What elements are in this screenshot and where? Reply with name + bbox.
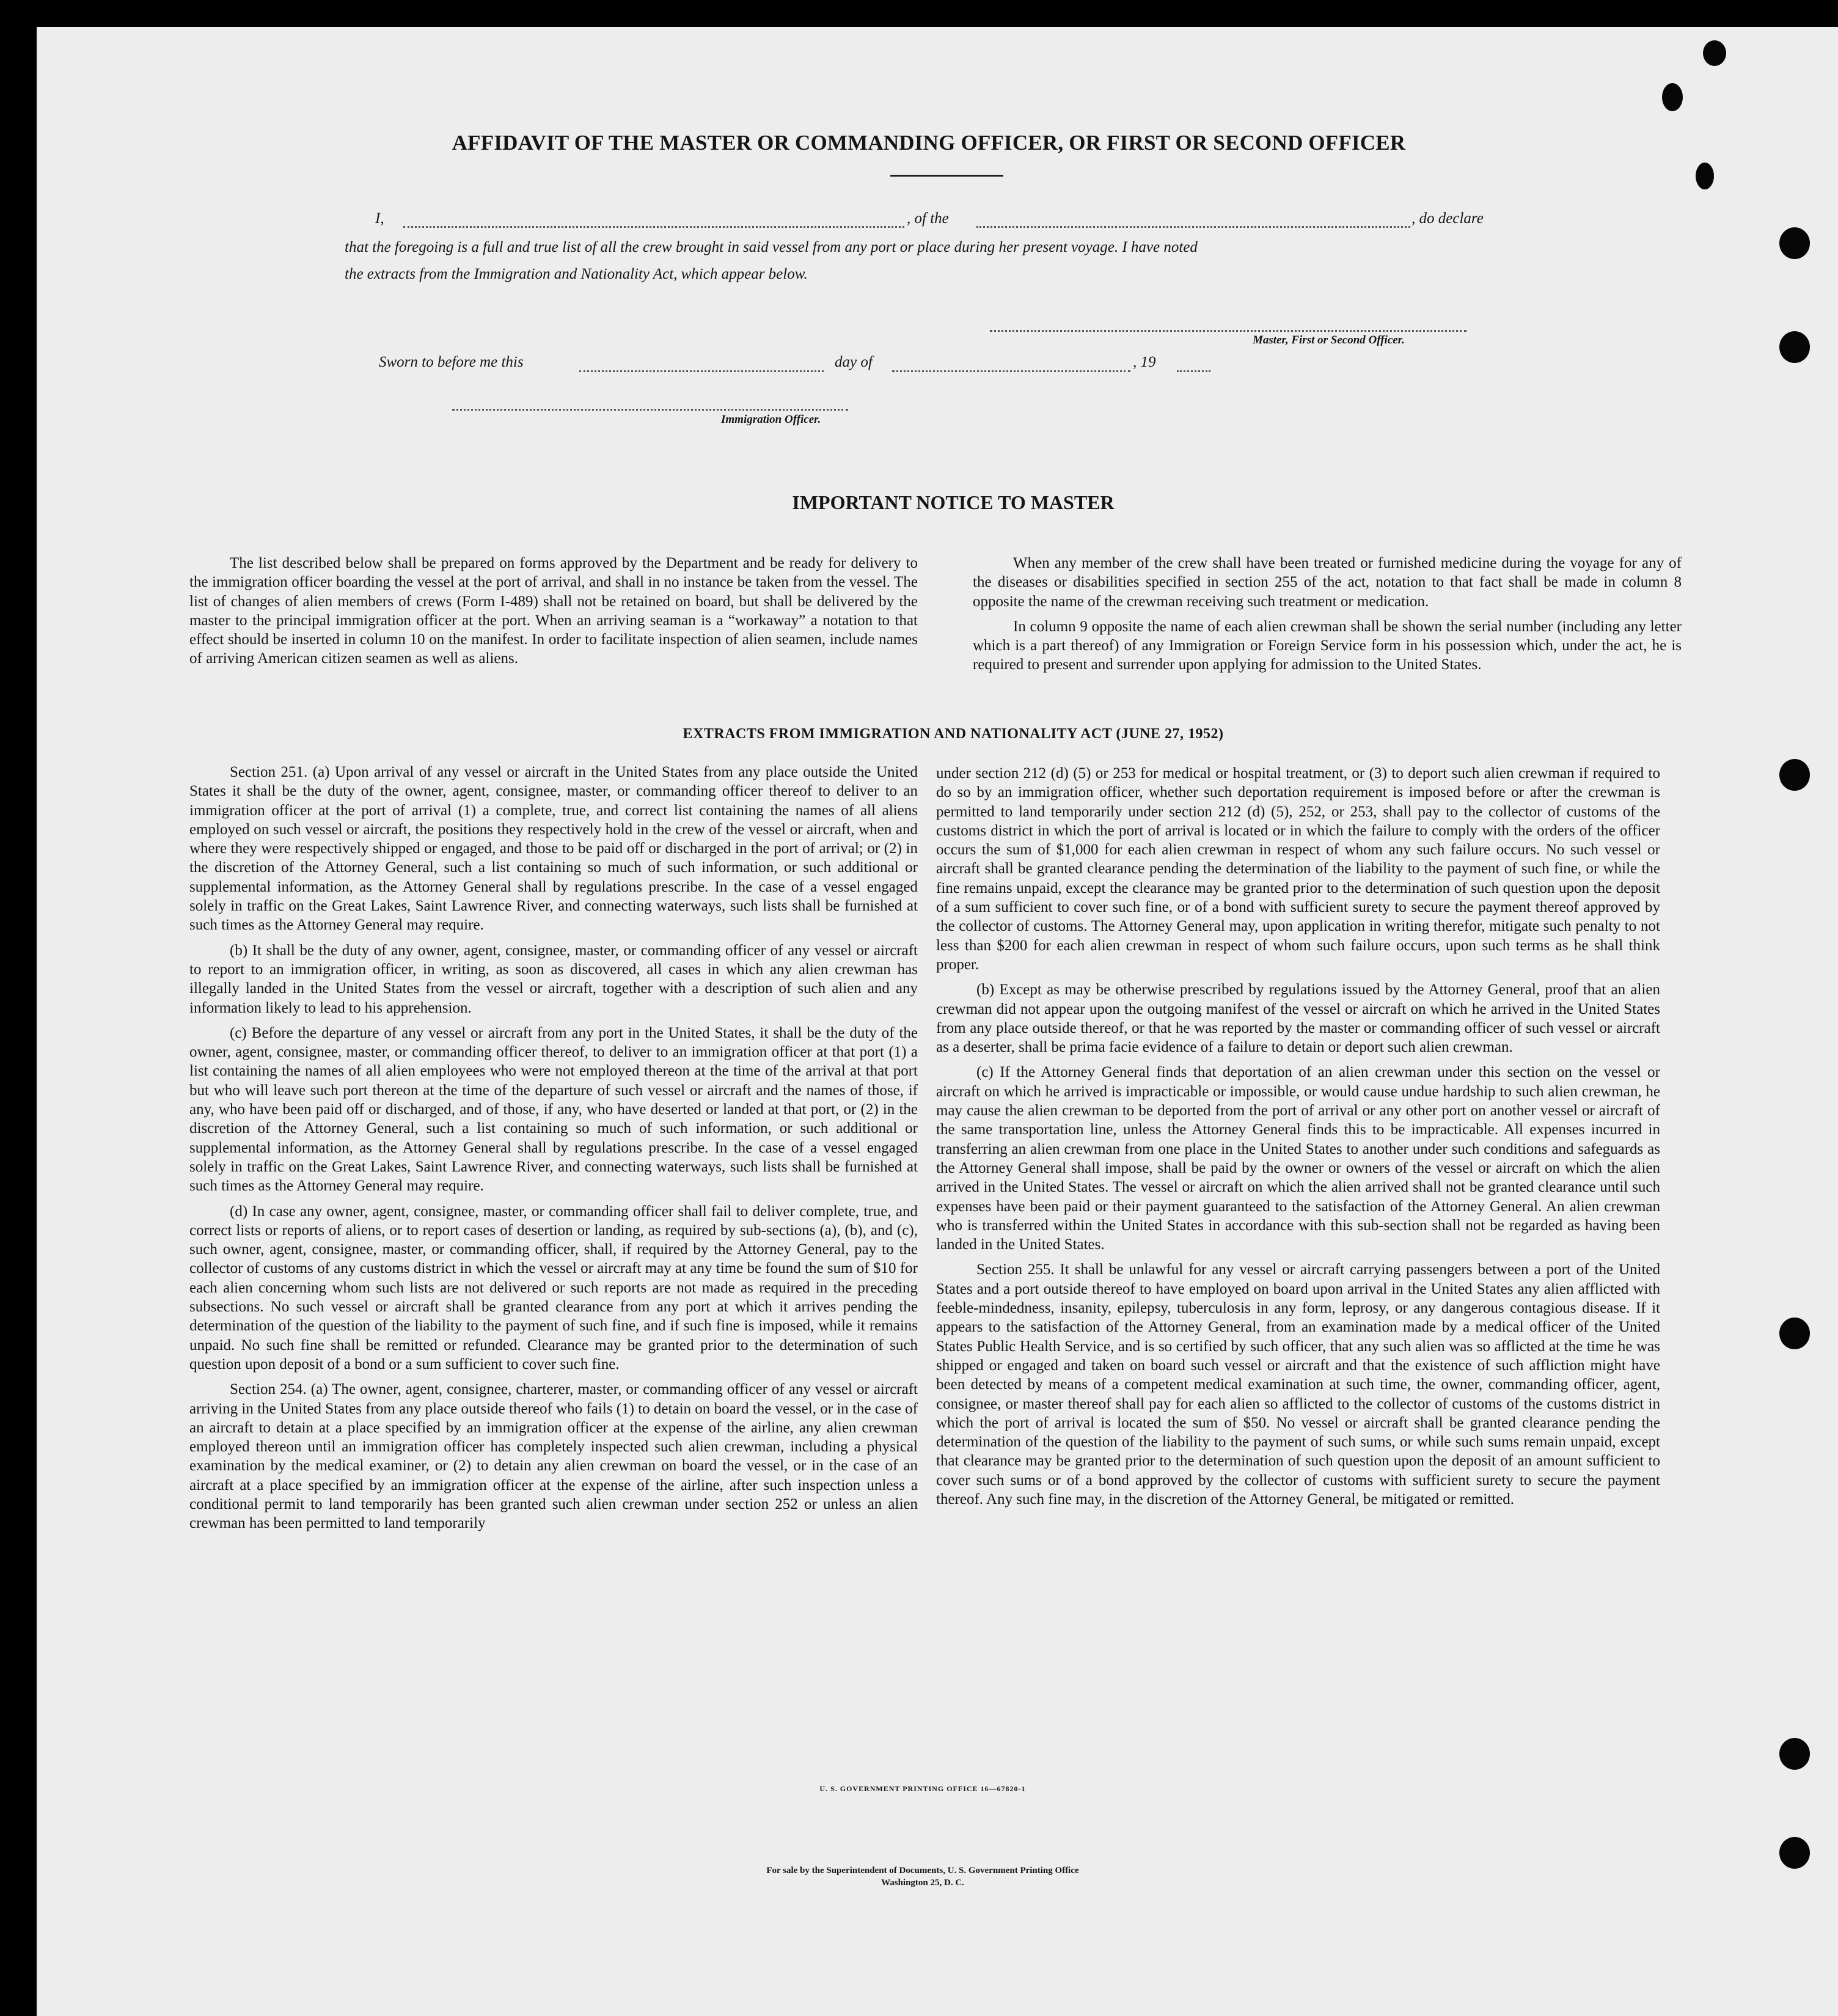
master-signature-line[interactable] — [990, 330, 1466, 332]
name-field[interactable] — [403, 226, 904, 228]
master-signature-label: Master, First or Second Officer. — [1253, 334, 1405, 346]
punch-hole — [1779, 227, 1810, 259]
i-label: I, — [375, 210, 384, 227]
punch-hole — [1779, 759, 1810, 791]
punch-hole — [1779, 1318, 1810, 1349]
notice-title: IMPORTANT NOTICE TO MASTER — [792, 491, 1115, 513]
punch-hole — [1703, 40, 1726, 66]
extract-paragraph: Section 254. (a) The owner, agent, consignee, charterer, master, or commanding officer of any vessel or aircraft arriving in the United States from any place outside thereof who fails (1) to detain on board the vessel, or in the case of an aircraft to detain at a place specified by an immigration officer at the expense of the airline, any alien crewman employed thereon until an immigration officer has completely inspected such alien crewman, including a physical examination by the medical examiner, or (2) to detain any alien crewman on board the vessel, or in the case of an aircraft at a place specified by an immigration officer at the expense of the airline, after such inspection unless a conditional permit to land temporarily has been granted such alien crewman under section 252 or unless an alien crewman has been permitted to land temporarily — [189, 1381, 918, 1532]
punch-hole — [1779, 331, 1810, 363]
sworn-month-field[interactable] — [892, 370, 1130, 372]
extract-paragraph: (b) Except as may be otherwise prescribed by regulations issued by the Attorney General, proof that an alien crewman did not appear upon the outgoing manifest of the vessel or aircraft on which he arrived in the United States from any place outside thereof, or that he was reported by the master or commanding officer of such vessel or aircraft as a deserter, shall be prima facie evidence of a failure to detain or deport such alien crewman. — [936, 981, 1660, 1056]
notice-right-paragraph: In column 9 opposite the name of each alien crewman shall be shown the serial number (including any letter which is a part thereof) of any Immigration or Foreign Service form in his possession which, under the act, he is required to present and surrender upon applying for admission to the United States. — [973, 618, 1682, 673]
extract-paragraph: Section 255. It shall be unlawful for any vessel or aircraft carrying passengers between a port of the United States and a port outside thereof to have employed on board upon arrival in the United States any alien afflicted with feeble-mindedness, insanity, epilepsy, tuberculosis in any form, leprosy, or any dangerous contagious disease. If it appears to the satisfaction of the Attorney General, from an examination made by a medical officer of the United States Public Health Service, and is so certified by such officer, that any such alien was so afflicted at the time he was shipped or engaged and taken on board such vessel or aircraft and that the existence of such affliction might have been detected by means of a competent medical examination at such time, the owner, commanding officer, agent, consignee, or master thereof shall pay for each alien so afflicted to the collector of customs of the customs district in which the port of arrival is located the sum of $50. No vessel or aircraft shall be granted clearance pending the determination of the question of the liability to the payment of such sums, or while such sums remain unpaid, except that clearance may be granted prior to the determination of such question upon the deposit of an amount sufficient to cover such sums or of a bond approved by the collector of customs with sufficient surety to secure the payment thereof. Any such fine may, in the discretion of the Attorney General, be mitigated or remitted. — [936, 1261, 1660, 1508]
of-the-label: , of the — [907, 210, 949, 227]
notice-right-paragraph: When any member of the crew shall have been treated or furnished medicine during the voyage for any of the diseases or disabilities specified in section 255 of the act, notation to that fact shall be made in column 8 opposite the name of the crewman receiving such treatment or medication. — [973, 555, 1682, 610]
notice-right-column — [973, 554, 1682, 681]
punch-hole — [1662, 83, 1683, 111]
extracts-left-column — [189, 763, 918, 1539]
officer-signature-label: Immigration Officer. — [721, 413, 821, 426]
extract-paragraph: (d) In case any owner, agent, consignee, master, or commanding officer shall fail to deliver complete, true, and correct lists or reports of aliens, or to report cases of desertion or landing, as required by sub-sections (a), (b), and (c), such owner, agent, consignee, master, or commanding officer, shall, if required by the Attorney General, pay to the collector of customs of any customs district in which the vessel or aircraft may at any time be found the sum of $10 for each alien concerning whom such lists are not delivered or such reports are not made as required in the preceding subsections. No such vessel or aircraft shall be granted clearance from any port at which it arrives pending the determination of the question of the liability to the payment of such fine, and if such fine is imposed, while it remains unpaid. No such fine shall be remitted or refunded. Clearance may be granted prior to the determination of such question upon deposit of a bond or a sum sufficient to cover such fine. — [189, 1203, 918, 1373]
punch-hole — [1696, 163, 1714, 189]
extract-paragraph: (b) It shall be the duty of any owner, agent, consignee, master, or commanding officer of any vessel or aircraft to report to an immigration officer, in writing, as soon as discovered, all cases in which any alien crewman has illegally landed in the United States from the vessel or aircraft, together with a description of such alien and any information likely to lead to his apprehension. — [189, 942, 918, 1016]
sworn-year-field[interactable] — [1177, 370, 1210, 372]
document-page — [37, 27, 1838, 2016]
extracts-title: EXTRACTS FROM IMMIGRATION AND NATIONALITY ACT (JUNE 27, 1952) — [683, 726, 1224, 742]
sworn-label: Sworn to before me this — [379, 354, 524, 370]
footer-line-2: Washington 25, D. C. — [881, 1878, 964, 1888]
punch-hole — [1779, 1738, 1810, 1770]
officer-signature-line[interactable] — [452, 409, 848, 411]
day-of-label: day of — [835, 354, 873, 370]
extract-paragraph: under section 212 (d) (5) or 253 for medical or hospital treatment, or (3) to deport such alien crewman if required to do so by an immigration officer, whether such deportation requirement is imposed before or after the crewman is permitted to land temporarily under section 212 (d) (5), 252, or 253, shall pay to the collector of customs of the customs district in which the port of arrival is located or in which the failure to comply with the orders of the officer occurs the sum of $1,000 for each alien crewman in respect of whom any such failure occurs. No such vessel or aircraft shall be granted clearance pending the determination of the liability to the payment of such fine, or while the fine remains unpaid, except the clearance may be granted prior to the determination of such question upon the deposit of a sum sufficient to cover such fine, or of a bond with sufficient surety to secure the payment thereof approved by the collector of customs. The Attorney General may, upon application in writing therefor, mitigate such penalty to not less than $200 for each alien crewman in respect of whom such failure occurs, upon such terms as he shall think proper. — [936, 765, 1660, 973]
declaration-line-2: the extracts from the Immigration and Nationality Act, which appear below. — [345, 266, 808, 282]
affidavit-title: AFFIDAVIT OF THE MASTER OR COMMANDING OFFICER, OR FIRST OR SECOND OFFICER — [452, 131, 1406, 155]
title-underline — [890, 175, 1003, 177]
year-label: , 19 — [1133, 354, 1156, 370]
vessel-field[interactable] — [976, 226, 1410, 228]
printer-code: U. S. GOVERNMENT PRINTING OFFICE 16—67820-1 — [819, 1784, 1026, 1793]
notice-left-paragraph: The list described below shall be prepared on forms approved by the Department and be ready for delivery to the immigration officer boarding the vessel at the port of arrival, and shall in no instance be taken from the vessel. The list of changes of alien members of crews (Form I-489) shall not be retained on board, but shall be delivered by the master to the principal immigration officer at the port. When an arriving seaman is a “workaway” a notation to that effect should be inserted in column 10 on the manifest. In order to facilitate inspection of alien seamen, include names of arriving American citizen seamen as well as aliens. — [189, 555, 918, 667]
punch-hole — [1779, 1837, 1810, 1869]
extracts-right-column — [936, 764, 1660, 1515]
sworn-day-field[interactable] — [579, 370, 824, 372]
extract-paragraph: (c) If the Attorney General finds that deportation of an alien crewman under this section on the vessel or aircraft on which he arrived is impracticable or impossible, or would cause undue hardship to such alien crewman, he may cause the alien crewman to be deported from the port of arrival or any other port on another vessel or aircraft of the same transportation line, unless the Attorney General finds this to be impracticable. All expenses incurred in transferring an alien crewman from one place in the United States to another under such conditions and safeguards as the Attorney General shall impose, shall be paid by the owner or owners of the vessel or aircraft on which the alien arrived in the United States. The vessel or aircraft on which the alien arrived shall not be granted clearance until such expenses have been paid or their payment guaranteed to the satisfaction of the Attorney General. An alien crewman who is transferred within the United States in accordance with this sub-section shall not be regarded as having been landed in the United States. — [936, 1064, 1660, 1253]
notice-left-column — [189, 554, 918, 675]
extract-paragraph: (c) Before the departure of any vessel or aircraft from any port in the United States, it shall be the duty of the owner, agent, consignee, master, or commanding officer thereof, to deliver to an immigration officer at that port (1) a list containing the names of all alien employees who were not employed thereon at the time of the arrival at that port but who will leave such port thereon at the time of the departure of such vessel or aircraft and the names of those, if any, who have been paid off or discharged, and of those, if any, who have deserted or landed at that port, or (2) in the discretion of the Attorney General, such a list containing so much of such information, or such additional or supplemental information, as the Attorney General shall by regulations prescribe. In the case of a vessel engaged solely in traffic on the Great Lakes, Saint Lawrence River, and connecting waterways, such lists shall be furnished at such times as the Attorney General may require. — [189, 1024, 918, 1195]
extract-paragraph: Section 251. (a) Upon arrival of any vessel or aircraft in the United States from any place outside the United States it shall be the duty of the owner, agent, consignee, master, or commanding officer thereof to deliver to an immigration officer at the port of arrival (1) a complete, true, and correct list containing the names of all aliens employed on such vessel or aircraft, the positions they respectively hold in the crew of the vessel or aircraft, when and where they were respectively shipped or engaged, and those to be paid off or discharged in the port of arrival; or (2) in the discretion of the Attorney General, such a list containing so much of such information, or such additional or supplemental information, as the Attorney General shall by regulations prescribe. In the case of a vessel engaged solely in traffic on the Great Lakes, Saint Lawrence River, and connecting waterways, such lists shall be furnished at such times as the Attorney General may require. — [189, 764, 918, 934]
declare-label: , do declare — [1411, 210, 1484, 227]
declaration-line-1: that the foregoing is a full and true list of all the crew brought in said vessel from any port or place during her present voyage. I have noted — [345, 239, 1198, 255]
footer-line-1: For sale by the Superintendent of Documents, U. S. Government Printing Office — [766, 1866, 1079, 1875]
